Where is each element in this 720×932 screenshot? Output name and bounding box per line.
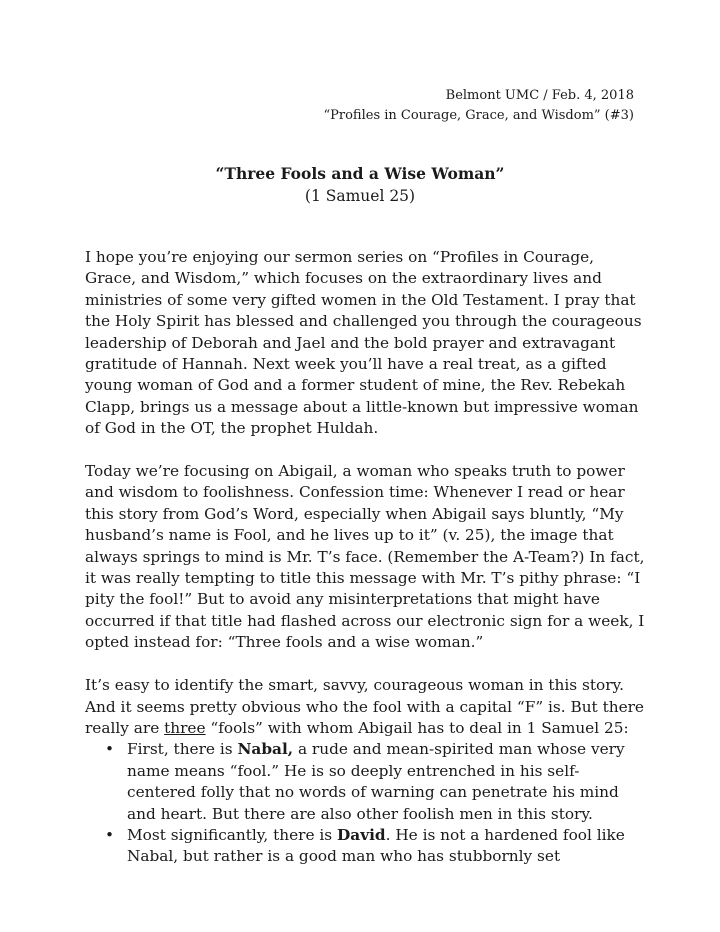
bullet-icon: • — [105, 740, 115, 759]
list-item-bold: David — [337, 825, 386, 844]
fools-list — [85, 739, 645, 867]
paragraph-intro: I hope you’re enjoying our sermon series on “Profiles in Courage, Grace, and Wisdom,” which focuses on the extraordinary lives and ministries of some very gifted women in the Old Testament. I pray that the Holy Spirit has blessed and challenged you through the courageous leadership of Deborah and Jael and the bold prayer and extravagant gratitude of Hannah. Next week you’ll have a real treat, as a gifted young woman of God and a former student of mine, the Rev. Rebekah Clapp, brings us a message about a little-known but impressive woman of God in the OT, the prophet Huldah. — [85, 248, 642, 438]
list-item-text: Most significantly, there is — [127, 825, 338, 844]
paragraph-abigail: Today we’re focusing on Abigail, a woman who speaks truth to power and wisdom to foolishness. Confession time: Whenever I read or hear this story from God’s Word, especially when Abigail says bluntly, “My husband’s name is Fool, and he lives up to it” (v. 25), the image that always springs to mind is Mr. T’s face. (Remember the A-Team?) In fact, it was really tempting to title this message with Mr. T’s pithy phrase: “I pity the fool!” But to avoid any misinterpretations that might have occurred if that title had flashed across our electronic sign for a week, I opted instead for: “Three fools and a wise woman.” — [85, 462, 645, 652]
list-item — [85, 825, 645, 868]
paragraph-three-fools-text-2: “fools” with whom Abigail has to deal in 1 Samuel 25: — [205, 718, 629, 737]
sermon-title: “Three Fools and a Wise Woman” — [215, 164, 505, 183]
scripture-reference: (1 Samuel 25) — [304, 187, 416, 205]
header-series-title: “Profiles in Courage, Grace, and Wisdom” (#3) — [323, 108, 634, 123]
list-item — [85, 739, 645, 825]
document-header — [323, 86, 634, 126]
list-item-text: . He is not a hardened fool like Nabal, but rather is a good man who has stubbornly set — [127, 825, 625, 866]
paragraph-three-fools — [85, 675, 645, 739]
list-item-text: First, there is — [127, 740, 238, 759]
bullet-icon: • — [105, 825, 115, 844]
underlined-word: three — [164, 718, 206, 737]
sermon-title-block — [0, 163, 720, 207]
sermon-body — [85, 247, 645, 868]
list-item-text: a rude and mean-spirited man whose very name means “fool.” He is so deeply entrenched in his self-centered folly that no words of warning can penetrate his mind and heart. But there are also other foolish men in this story. — [127, 740, 625, 823]
header-church-date: Belmont UMC / Feb. 4, 2018 — [445, 88, 634, 103]
list-item-bold: Nabal, — [237, 740, 294, 759]
paragraph-three-fools-text-1: It’s easy to identify the smart, savvy, courageous woman in this story. And it seems pretty obvious who the fool with a capital “F” is. But there really are — [85, 676, 644, 737]
